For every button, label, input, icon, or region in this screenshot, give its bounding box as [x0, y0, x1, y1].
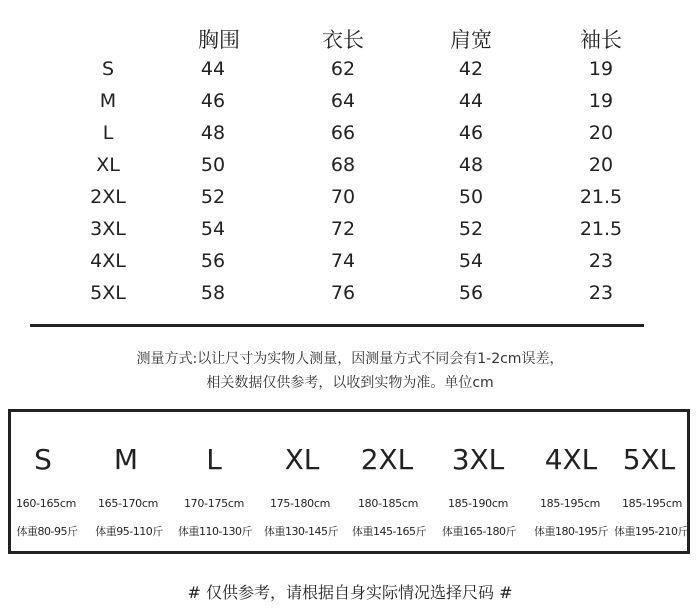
- guide-size: S: [34, 443, 52, 476]
- cell-chest: 48: [200, 122, 226, 144]
- cell-sleeve: 21.5: [579, 218, 623, 240]
- cell-shoulder: 56: [458, 282, 484, 304]
- guide-weight: 体重130-145斤: [264, 525, 338, 538]
- guide-weight: 体重195-210斤: [614, 525, 688, 538]
- cell-sleeve: 21.5: [579, 186, 623, 208]
- guide-height: 185-195cm: [539, 497, 601, 510]
- guide-size: 3XL: [451, 443, 505, 476]
- cell-shoulder: 46: [458, 122, 484, 144]
- divider: [30, 324, 644, 327]
- cell-length: 72: [330, 218, 356, 240]
- header-length: 衣长: [322, 28, 364, 52]
- cell-chest: 44: [200, 58, 226, 80]
- footer-disclaimer: # 仅供参考，请根据自身实际情况选择尺码 #: [187, 583, 513, 602]
- cell-shoulder: 42: [458, 58, 484, 80]
- guide-height: 170-175cm: [183, 497, 245, 510]
- cell-length: 70: [330, 186, 356, 208]
- cell-shoulder: 48: [458, 154, 484, 176]
- cell-shoulder: 50: [458, 186, 484, 208]
- size-label: 5XL: [90, 282, 126, 304]
- cell-chest: 58: [200, 282, 226, 304]
- header-chest: 胸围: [198, 28, 240, 52]
- guide-height: 160-165cm: [15, 497, 77, 510]
- size-label: XL: [96, 154, 120, 176]
- cell-length: 68: [330, 154, 356, 176]
- guide-height: 165-170cm: [97, 497, 159, 510]
- cell-sleeve: 19: [588, 90, 614, 112]
- size-label: 4XL: [90, 250, 126, 272]
- cell-chest: 46: [200, 90, 226, 112]
- cell-chest: 54: [200, 218, 226, 240]
- size-label: M: [99, 90, 117, 112]
- guide-weight: 体重80-95斤: [16, 525, 78, 538]
- measurement-note-line1: 测量方式:以让尺寸为实物人测量，因测量方式不同会有1-2cm误差，: [136, 351, 564, 367]
- size-label: 2XL: [90, 186, 126, 208]
- cell-chest: 56: [200, 250, 226, 272]
- guide-weight: 体重95-110斤: [95, 525, 163, 538]
- guide-size: L: [206, 443, 222, 476]
- guide-height: 180-185cm: [357, 497, 419, 510]
- cell-shoulder: 44: [458, 90, 484, 112]
- cell-sleeve: 23: [588, 250, 614, 272]
- header-sleeve: 袖长: [580, 28, 622, 52]
- cell-length: 62: [330, 58, 356, 80]
- cell-chest: 50: [200, 154, 226, 176]
- cell-length: 74: [330, 250, 356, 272]
- cell-sleeve: 19: [588, 58, 614, 80]
- guide-height: 185-195cm: [621, 497, 683, 510]
- guide-size: M: [113, 443, 139, 476]
- cell-shoulder: 54: [458, 250, 484, 272]
- size-label: L: [102, 122, 114, 144]
- cell-sleeve: 20: [588, 154, 614, 176]
- guide-size: 4XL: [544, 443, 598, 476]
- cell-length: 76: [330, 282, 356, 304]
- cell-sleeve: 23: [588, 282, 614, 304]
- guide-size: 2XL: [360, 443, 414, 476]
- size-label: 3XL: [90, 218, 126, 240]
- guide-weight: 体重180-195斤: [534, 525, 608, 538]
- cell-chest: 52: [200, 186, 226, 208]
- cell-sleeve: 20: [588, 122, 614, 144]
- measurement-note-line2: 相关数据仅供参考，以收到实物为准。单位cm: [206, 375, 494, 391]
- size-label: S: [101, 58, 115, 80]
- header-shoulder: 肩宽: [450, 28, 492, 52]
- guide-weight: 体重110-130斤: [178, 525, 252, 538]
- guide-size: XL: [284, 443, 320, 476]
- guide-size: 5XL: [622, 443, 676, 476]
- cell-length: 64: [330, 90, 356, 112]
- guide-height: 175-180cm: [269, 497, 331, 510]
- cell-shoulder: 52: [458, 218, 484, 240]
- guide-weight: 体重145-165斤: [352, 525, 426, 538]
- cell-length: 66: [330, 122, 356, 144]
- guide-weight: 体重165-180斤: [442, 525, 516, 538]
- guide-height: 185-190cm: [447, 497, 509, 510]
